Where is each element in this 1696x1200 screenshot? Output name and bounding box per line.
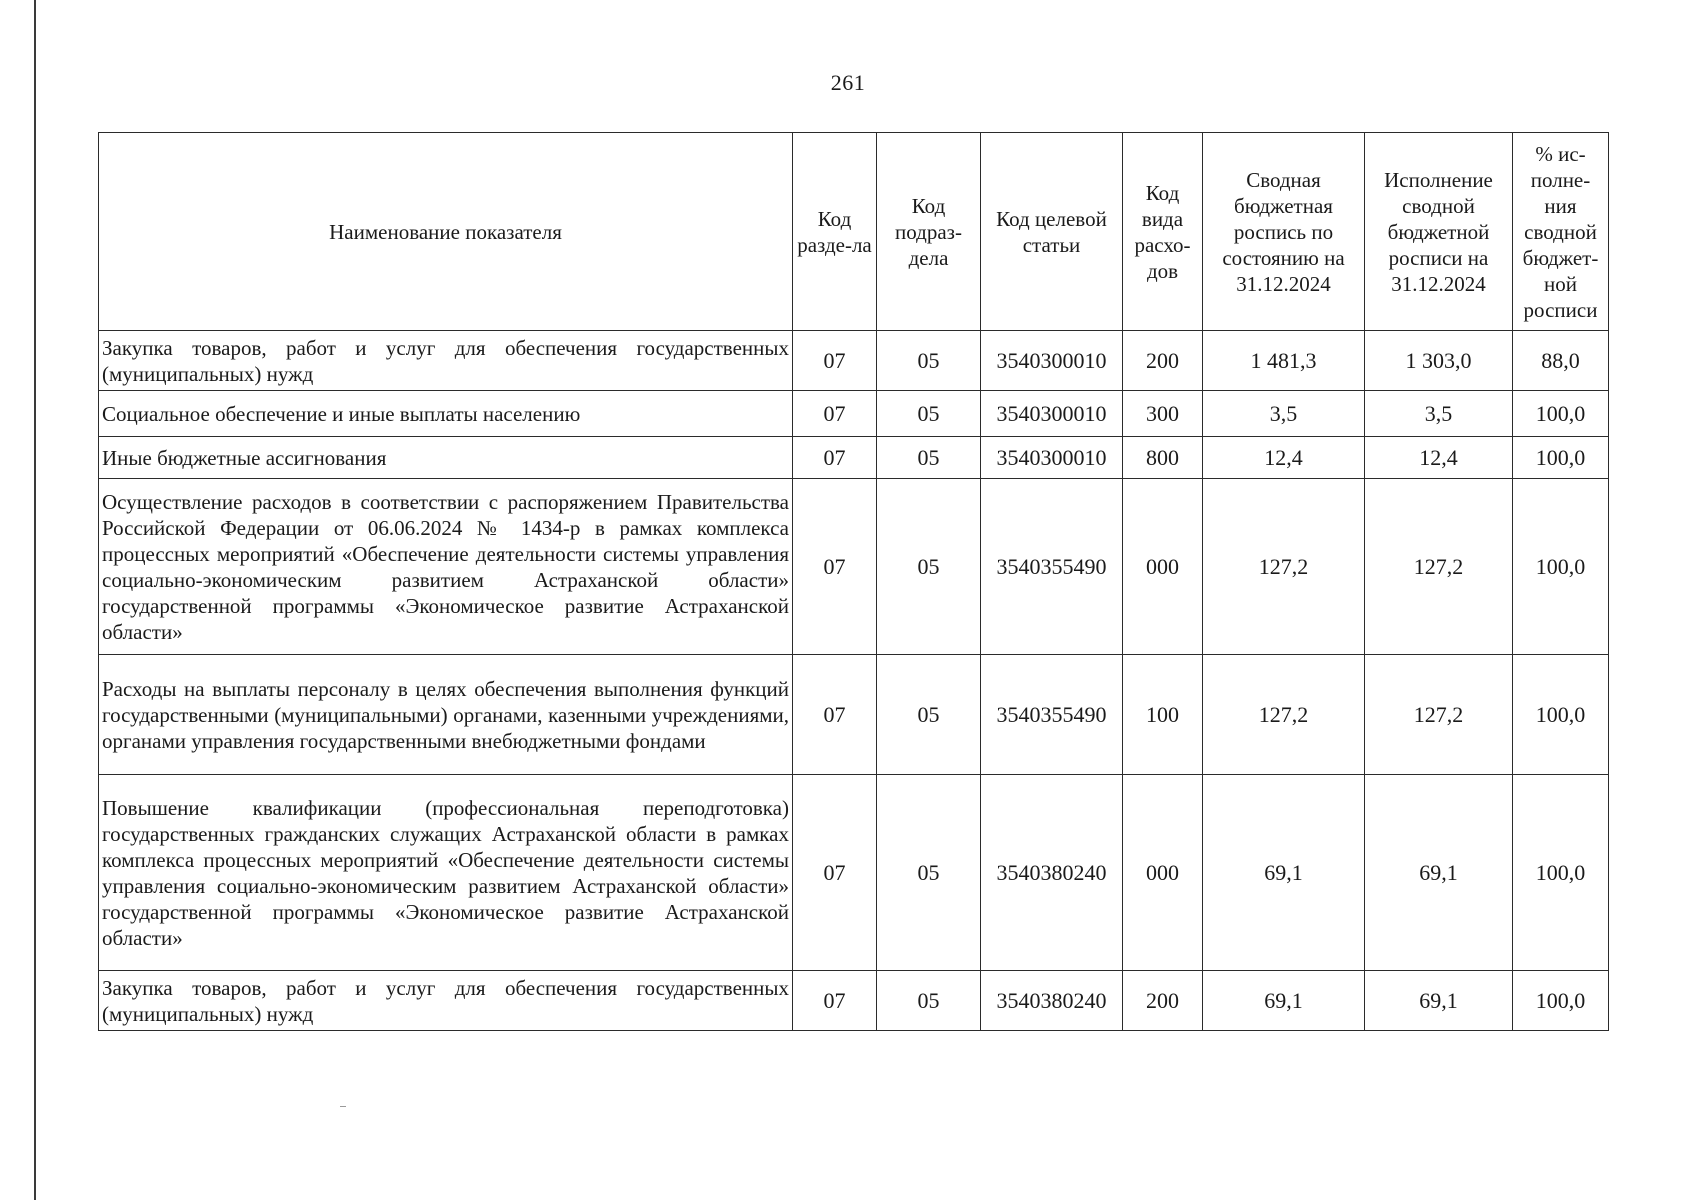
row-fact: 127,2 bbox=[1365, 479, 1513, 655]
table-row bbox=[99, 391, 1609, 437]
row-subsection: 05 bbox=[877, 655, 981, 775]
row-percent: 100,0 bbox=[1513, 437, 1609, 479]
row-target: 3540355490 bbox=[981, 479, 1123, 655]
row-name: Расходы на выплаты персоналу в целях обеспечения выполнения функций государственными (муниципальными) органами, казенными учреждениями, органами управления государственными внебюджетными фондами bbox=[99, 655, 793, 775]
row-fact: 12,4 bbox=[1365, 437, 1513, 479]
row-target: 3540300010 bbox=[981, 391, 1123, 437]
row-plan: 69,1 bbox=[1203, 775, 1365, 971]
row-type: 300 bbox=[1123, 391, 1203, 437]
row-subsection: 05 bbox=[877, 331, 981, 391]
row-subsection: 05 bbox=[877, 479, 981, 655]
row-name: Закупка товаров, работ и услуг для обеспечения государственных (муниципальных) нужд bbox=[99, 331, 793, 391]
header-name: Наименование показателя bbox=[99, 133, 793, 331]
row-fact: 69,1 bbox=[1365, 971, 1513, 1031]
row-fact: 69,1 bbox=[1365, 775, 1513, 971]
header-section-code: Код разде-ла bbox=[793, 133, 877, 331]
scan-speck bbox=[340, 1106, 346, 1107]
budget-execution-table bbox=[98, 132, 1609, 1031]
row-plan: 12,4 bbox=[1203, 437, 1365, 479]
row-plan: 1 481,3 bbox=[1203, 331, 1365, 391]
header-percent-execution: % ис-полне-ния сводной бюджет-ной росписи bbox=[1513, 133, 1609, 331]
row-target: 3540300010 bbox=[981, 437, 1123, 479]
row-fact: 127,2 bbox=[1365, 655, 1513, 775]
row-section: 07 bbox=[793, 437, 877, 479]
table-row bbox=[99, 479, 1609, 655]
row-type: 100 bbox=[1123, 655, 1203, 775]
row-target: 3540300010 bbox=[981, 331, 1123, 391]
table-row bbox=[99, 971, 1609, 1031]
row-plan: 127,2 bbox=[1203, 479, 1365, 655]
header-expense-type-code: Код вида расхо-дов bbox=[1123, 133, 1203, 331]
row-target: 3540355490 bbox=[981, 655, 1123, 775]
row-plan: 3,5 bbox=[1203, 391, 1365, 437]
row-percent: 100,0 bbox=[1513, 775, 1609, 971]
row-section: 07 bbox=[793, 331, 877, 391]
row-type: 800 bbox=[1123, 437, 1203, 479]
row-name: Повышение квалификации (профессиональная переподготовка) государственных гражданских служащих Астраханской области в рамках комплекса процессных мероприятий «Обеспечение деятельности системы управления социально-экономическим развитием Астраханской области» государственной программы «Экономическое развитие Астраханской области» bbox=[99, 775, 793, 971]
page-number: 261 bbox=[830, 70, 866, 95]
row-percent: 100,0 bbox=[1513, 479, 1609, 655]
row-target: 3540380240 bbox=[981, 775, 1123, 971]
row-subsection: 05 bbox=[877, 391, 981, 437]
table-row bbox=[99, 655, 1609, 775]
row-section: 07 bbox=[793, 655, 877, 775]
header-subsection-code: Код подраз-дела bbox=[877, 133, 981, 331]
row-section: 07 bbox=[793, 391, 877, 437]
row-plan: 127,2 bbox=[1203, 655, 1365, 775]
row-type: 000 bbox=[1123, 479, 1203, 655]
row-name: Иные бюджетные ассигнования bbox=[99, 437, 793, 479]
table-header-row bbox=[99, 133, 1609, 331]
row-percent: 100,0 bbox=[1513, 655, 1609, 775]
row-section: 07 bbox=[793, 775, 877, 971]
table-row bbox=[99, 437, 1609, 479]
row-subsection: 05 bbox=[877, 437, 981, 479]
table-row bbox=[99, 331, 1609, 391]
header-target-code: Код целевой статьи bbox=[981, 133, 1123, 331]
row-subsection: 05 bbox=[877, 971, 981, 1031]
scan-margin-line bbox=[34, 0, 36, 1200]
row-subsection: 05 bbox=[877, 775, 981, 971]
header-consolidated-list: Сводная бюджетная роспись по состоянию на 31.12.2024 bbox=[1203, 133, 1365, 331]
row-percent: 100,0 bbox=[1513, 971, 1609, 1031]
header-execution: Исполнение сводной бюджетной росписи на 31.12.2024 bbox=[1365, 133, 1513, 331]
table-row bbox=[99, 775, 1609, 971]
row-name: Осуществление расходов в соответствии с распоряжением Правительства Российской Федерации от 06.06.2024 № 1434-р в рамках комплекса процессных мероприятий «Обеспечение деятельности системы управления социально-экономическим развитием Астраханской области» государственной программы «Экономическое развитие Астраханской области» bbox=[99, 479, 793, 655]
row-name: Закупка товаров, работ и услуг для обеспечения государственных (муниципальных) нужд bbox=[99, 971, 793, 1031]
row-target: 3540380240 bbox=[981, 971, 1123, 1031]
row-section: 07 bbox=[793, 479, 877, 655]
row-percent: 88,0 bbox=[1513, 331, 1609, 391]
row-percent: 100,0 bbox=[1513, 391, 1609, 437]
row-name: Социальное обеспечение и иные выплаты населению bbox=[99, 391, 793, 437]
row-section: 07 bbox=[793, 971, 877, 1031]
row-type: 200 bbox=[1123, 331, 1203, 391]
row-plan: 69,1 bbox=[1203, 971, 1365, 1031]
row-fact: 3,5 bbox=[1365, 391, 1513, 437]
row-type: 000 bbox=[1123, 775, 1203, 971]
row-fact: 1 303,0 bbox=[1365, 331, 1513, 391]
row-type: 200 bbox=[1123, 971, 1203, 1031]
